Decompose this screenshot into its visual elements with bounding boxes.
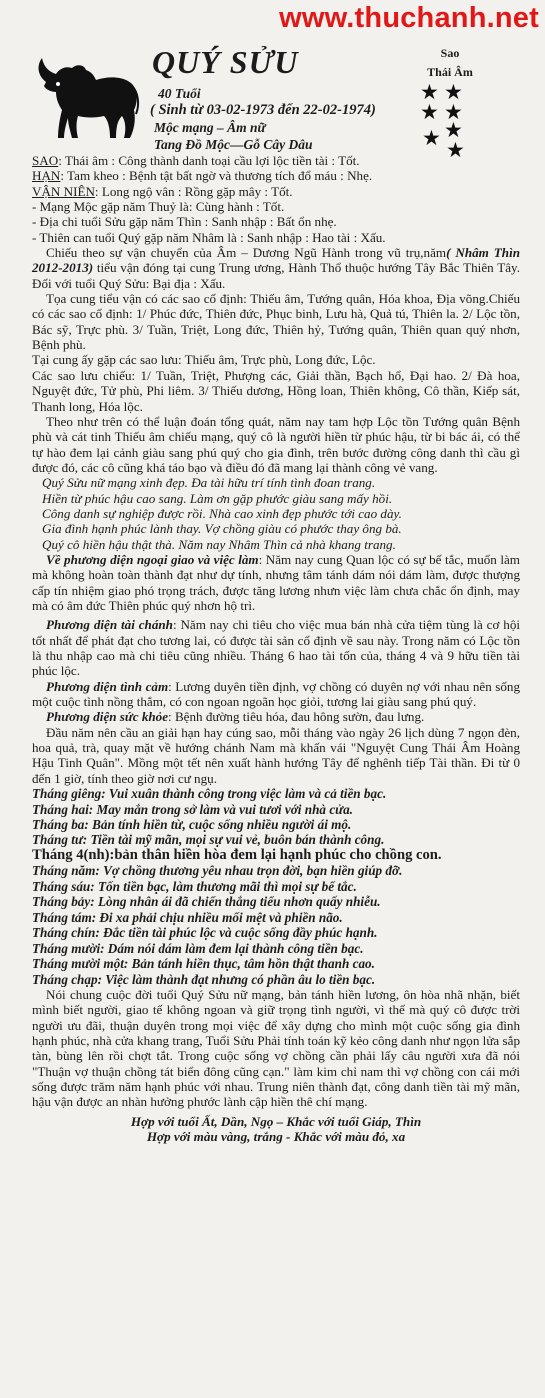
month-item: Tháng mười một: Bản tánh hiền thục, tâm hồn thật thanh cao. — [32, 956, 375, 972]
ox-icon — [32, 46, 142, 144]
poem-line: Quý cô hiền hậu thật thà. Năm nay Nhâm Thìn cả nhà khang trang. — [42, 536, 396, 552]
month-item: Tháng tư: Tiền tài mỹ mãn, mọi sự vui vẻ, buôn bán thành công. — [32, 832, 385, 848]
month-item: Tháng mười: Dám nói dám làm đem lại thành công tiền bạc. — [32, 940, 364, 956]
paragraph: Theo như trên có thể luận đoán tổng quát, năm nay tam hợp Lộc tồn Tướng quân Bệnh phù và cát tinh Thiếu âm chiếu mạng, quý cô là người hiền từ phúc hậu, từ bi bác ái, có thể tự hào đem lại cảnh giàu sang phú quý cho gia đình, trên bước đường công danh thì cầu gì được đó, các cô cũng khá táo bạo và điều đó đã mang lại thành công vẻ vang. — [32, 413, 520, 475]
bullet-item: - Thiên can tuổi Quý gặp năm Nhâm là : Sanh nhập : Hao tài : Xấu. — [32, 229, 386, 245]
bullet-item: - Địa chi tuổi Sửu gặp năm Thìn : Sanh nhập : Bất ổn nhẹ. — [32, 214, 337, 230]
paragraph: Các sao lưu chiếu: 1/ Tuần, Triệt, Phượng các, Giải thần, Bạch hổ, Đại hao. 2/ Đà hoa, Nguyệt đức, Tử phù, Phi liêm. 3/ Thiếu dương, Hồng loan, Thiên không, Cô thần, Kiếp sát, Thanh long, Hóa lộc. — [32, 367, 520, 414]
month-item: Tháng ba: Bản tính hiền từ, cuộc sống nhiều người ái mộ. — [32, 817, 352, 832]
paragraph: Tại cung ấy gặp các sao lưu: Thiếu âm, Trực phù, Long đức, Lộc. — [32, 352, 376, 368]
poem-line: Gia đình hạnh phúc lành thay. Vợ chồng giàu có phước thay ông bà. — [42, 521, 402, 537]
star-icon: ★ — [444, 80, 463, 104]
tinhcam-paragraph: Phương diện tình cảm: Lương duyên tiền định, vợ chồng có duyên nợ với nhau nên sống một cuộc tình nồng thắm, có con ngoan ngoãn học giỏi, tương lai giàu sang phú quý. — [32, 678, 520, 710]
site-watermark: www.thuchanh.net — [279, 2, 539, 34]
ngoaigiao-paragraph: Về phương diện ngoại giao và việc làm: Năm nay cung Quan lộc có sự bế tắc, muốn làm mà không hoàn toàn thành đạt như dự tính, nhưng tâm tánh dám nói dám làm, được thượng cấp tín nhiệm giao phó trọng trách, được tăng lương nhưn việc làm chưa chắc ổn định, may mà có âm đức Thiên phúc quý nhơn hộ trì. — [32, 551, 520, 613]
closing-paragraph: Nói chung cuộc đời tuổi Quý Sửu nữ mạng, bản tánh hiền lương, ôn hòa nhã nhặn, biết mình biết người, giao tế không ngoan và giữ trọng tình người, vì thế mà quý cô được trời người ưu đãi, thuận duyên trong mọi việc để xây dựng cho mình một cuộc sống gia đình hạnh phúc, nhà cửa khang trang, Tuổi Sửu Phải tính toán kỹ kẻo công danh như ngọn lửa sắp tàn, bùng lên rồi chợt tắt. Trong cuộc sống vợ chồng cần phải lấy câu người xưa đã nói "Thuận vợ thuận chồng tát biển đông cũng cạn." làm kim chỉ nam thì vợ chồng con cái mới sống được trăm năm hạnh phúc với nhau. Trung niên thành đạt, công danh tiền tài mỹ mãn, hậu vận được an nhàn hưởng phước lành cập hiền thê chí mạng. — [32, 986, 520, 1110]
star-icon: ★ — [446, 138, 465, 162]
star-icon: ★ — [422, 126, 441, 150]
suckhoe-paragraph: Phương diện sức khỏe: Bệnh đường tiêu hóa, đau hông sườn, đau lưng. — [46, 709, 425, 725]
sao-label: Sao — [440, 46, 460, 60]
sao-name: Thái Âm — [427, 65, 473, 79]
cungsao-paragraph: Đầu năm nên cầu an giải hạn hay cúng sao, mỗi tháng vào ngày 26 lịch dùng 7 ngọn đèn, hoa quả, trà, quay mặt về hướng chánh Nam mà khấn vái "Nguyệt Cung Thái Âm Hoàng Hậu Tinh Quân". Mồng một tết nên xuất hành hướng Tây để nghênh tiếp Tài thần. Đi từ 0 đến 1 giờ, tính theo giờ nơi cư ngụ. — [32, 724, 520, 786]
star-icon: ★ — [444, 118, 463, 142]
vannien-line: VẬN NIÊN: Long ngộ vân : Rồng gặp mây : Tốt. — [32, 183, 293, 199]
page-title: QUÝ SỬU — [152, 44, 299, 80]
birth-range: ( Sinh từ 03-02-1973 đến 22-02-1974) — [150, 102, 376, 118]
month-item: Tháng giêng: Vui xuân thành công trong việc làm và cả tiền bạc. — [32, 786, 387, 802]
taichanh-paragraph: Phương diện tài chánh: Năm nay chi tiêu cho việc mua bán nhà cửa tiệm tùng là cơ hội tốt nhất để phát đạt cho tương lai, có được tài sản cố định về sau này. Trong năm có Lộc tồn là thu nhập cao mà chi tiêu cũng nhiều. Tháng 6 hao tài tốn của, tháng 4 và 9 hữu tiền tài phúc lộc. — [32, 617, 521, 679]
menh-line: Mộc mạng – Âm nữ — [154, 120, 266, 135]
sao-line: SAO: Thái âm : Công thành danh toại cầu lợi lộc tiền tài : Tốt. — [32, 153, 360, 168]
month-item: Tháng bảy: Lòng nhân ái đã chiến thắng tiểu nhơn quấy nhiễu. — [32, 894, 381, 910]
bullet-item: - Mạng Mộc gặp năm Thuỷ là: Cùng hành : Tốt. — [32, 199, 285, 215]
footer-line: Hợp với tuổi Ất, Dần, Ngọ – Khắc với tuổi Giáp, Thìn — [130, 1113, 422, 1129]
han-line: HẠN: Tam kheo : Bệnh tật bất ngờ và thương tích đổ máu : Nhẹ. — [32, 168, 373, 184]
star-icon: ★ — [444, 100, 463, 124]
month-item: Tháng năm: Vợ chồng thương yêu nhau trọn đời, bạn hiền giúp đỡ. — [32, 863, 403, 879]
paragraph: Tọa cung tiểu vận có các sao cố định: Thiếu âm, Tướng quân, Hóa khoa, Địa võng.Chiếu có các sao cố định: 1/ Phúc đức, Thiên đức, Phục binh, Lưu hà, Quả tú, Thiên la. 2/ Lộc tồn, Bác sỹ, Trực phù. 3/ Tuần, Triệt, Long đức, Thiên hỷ, Tướng quân, Thiên quan quý nhơn, Bệnh phù. — [32, 291, 520, 353]
header-info — [150, 85, 376, 153]
monthly-forecast — [32, 786, 520, 987]
month-item: Tháng hai: May mắn trong sở làm và vui tươi với nhà cửa. — [32, 801, 353, 817]
tang-line: Tang Đồ Mộc—Gỗ Cây Dâu — [154, 137, 313, 152]
month-item: Tháng chạp: Việc làm thành đạt nhưng có phần âu lo tiền bạc. — [32, 971, 376, 987]
month-item: Tháng chín: Đắc tiền tài phúc lộc và cuộc sống đầy phúc hạnh. — [32, 925, 378, 941]
star-icon: ★ — [420, 80, 439, 104]
month-item: Tháng 4(nh):bản thân hiền hòa đem lại hạnh phúc cho chồng con. — [32, 847, 442, 863]
poem-line: Hiền từ phúc hậu cao sang. Làm ơn gặp phước giàu sang mấy hồi. — [42, 490, 393, 506]
age-line: 40 Tuổi — [158, 86, 201, 101]
month-item: Tháng sáu: Tốn tiền bạc, làm thương mãi thì mọi sự bế tắc. — [32, 878, 357, 894]
poem-line: Quý Sửu nữ mạng xinh đẹp. Đa tài hữu trí tính tình đoan trang. — [42, 475, 376, 491]
poem-line: Công danh sự nghiệp được rồi. Nhà cao xinh đẹp phước tới cao dày. — [42, 505, 402, 521]
sao-box — [420, 46, 480, 80]
paragraph: Chiếu theo sự vận chuyển của Âm – Dương Ngũ Hành trong vũ trụ,năm( Nhâm Thìn 2012-2013) tiểu vận đóng tại cung Trung ương, Hành Thổ thuộc hướng Tây Bắc Thiên Tây. Đối với tuổi Quý Sửu: Bại địa : Xấu. — [32, 245, 521, 291]
month-item: Tháng tám: Đi xa phải chịu nhiều mối mệt và phiền não. — [32, 909, 343, 925]
star-icon: ★ — [420, 100, 439, 124]
article-body — [32, 153, 520, 1144]
footer-line: Hợp với màu vàng, trắng - Khắc với màu đỏ, xa — [146, 1129, 406, 1145]
